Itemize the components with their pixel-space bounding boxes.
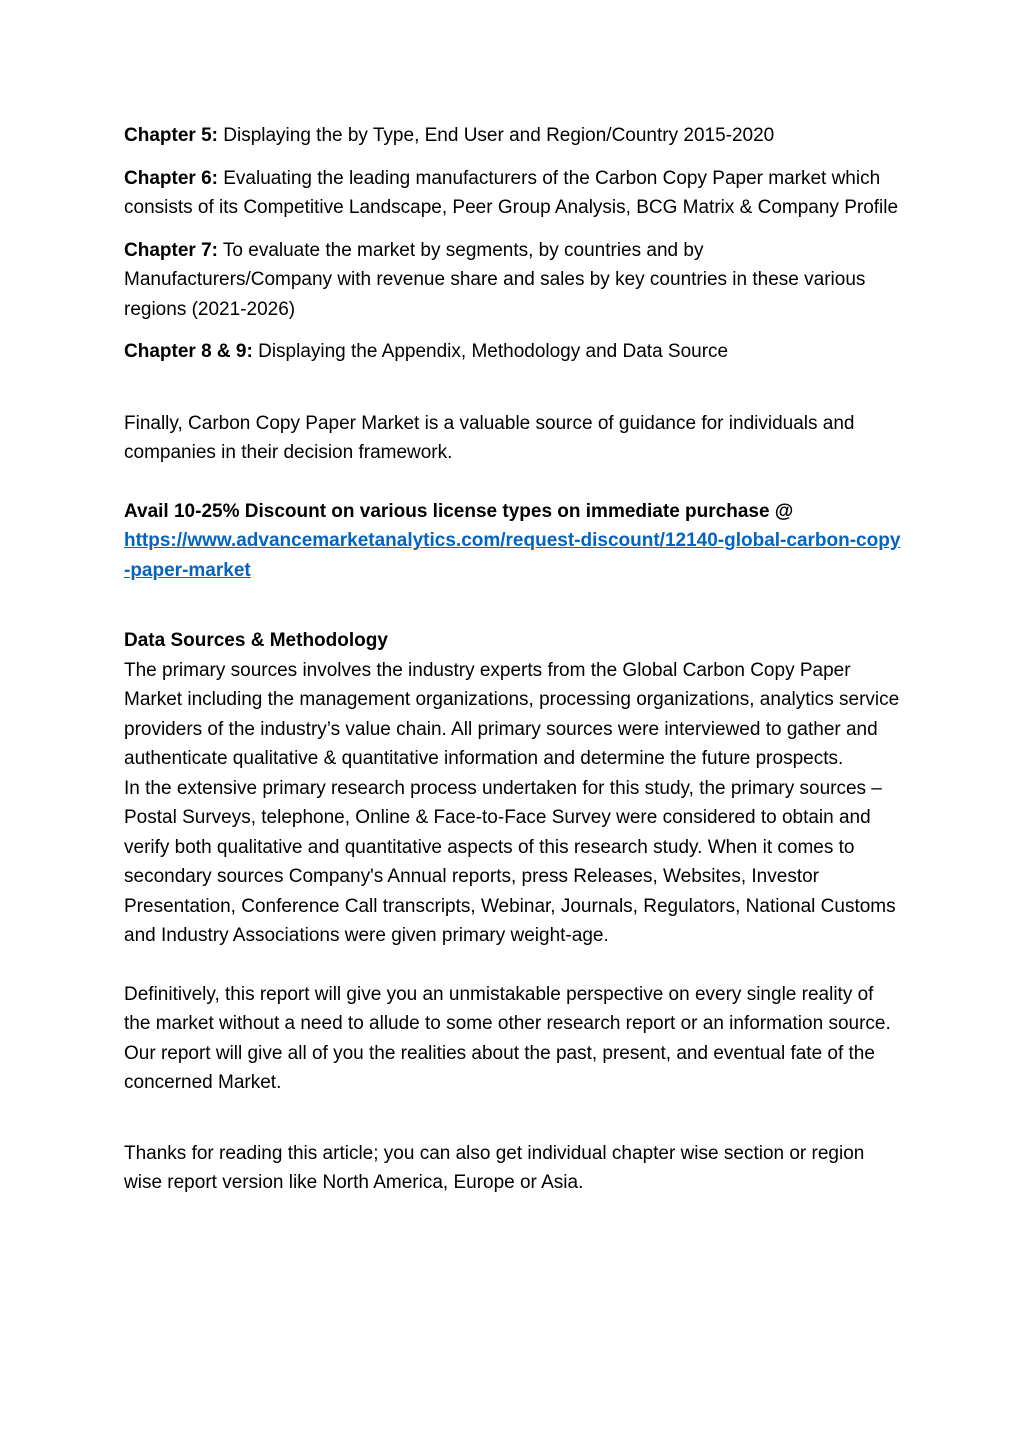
chapter-6-label: Chapter 6: (124, 167, 218, 189)
chapter-7-paragraph (124, 236, 904, 325)
chapter-6-text: Evaluating the leading manufacturers of the Carbon Copy Paper market which consists of its Competitive Landscape, Peer Group Analysis, BCG Matrix & Company Profile (124, 167, 899, 218)
spacer (124, 380, 904, 409)
thanks-paragraph: Thanks for reading this article; you can also get individual chapter wise section or region wise report version like North America, Europe or Asia. (124, 1142, 865, 1193)
chapter-7-label: Chapter 7: (124, 239, 218, 261)
spacer (124, 585, 904, 626)
chapter-5-paragraph (124, 121, 904, 151)
spacer (124, 1098, 904, 1139)
chapter-8-9-text: Displaying the Appendix, Methodology and Data Source (252, 341, 729, 362)
chapter-8-9-paragraph (124, 337, 904, 367)
discount-heading: Avail 10-25% Discount on various license types on immediate purchase @ (124, 500, 794, 522)
methodology-heading: Data Sources & Methodology (124, 630, 388, 651)
chapter-8-9-label: Chapter 8 & 9: (124, 341, 253, 362)
discount-link[interactable]: https://www.advancemarketanalytics.com/request-discount/12140-global-carbon-copy-paper-market (124, 530, 901, 581)
discount-paragraph (124, 497, 904, 586)
methodology-paragraph-1: The primary sources involves the industry experts from the Global Carbon Copy Paper Market including the management organizations, processing organizations, analytics service providers of the industry’s value chain. All primary sources were interviewed to gather and authenticate qualitative & quantitative information and determine the future prospects. (124, 659, 900, 769)
chapter-5-label: Chapter 5: (124, 125, 218, 146)
chapter-5-text: Displaying the by Type, End User and Region/Country 2015-2020 (217, 125, 775, 146)
chapter-6-paragraph (124, 164, 904, 223)
chapter-7-text: To evaluate the market by segments, by countries and by Manufacturers/Company with revenue share and sales by key countries in these various regions (2021-2026) (124, 239, 866, 320)
spacer (124, 951, 904, 980)
document-body (124, 121, 904, 1198)
methodology-paragraph-2: In the extensive primary research process undertaken for this study, the primary sources – Postal Surveys, telephone, Online & Face-to-Face Survey were considered to obtain and verify both qualitative and quantitative aspects of this research study. When it comes to secondary sources Company's Annual reports, press Releases, Websites, Investor Presentation, Conference Call transcripts, Webinar, Journals, Regulators, National Customs and Industry Associations were given primary weight-age. (124, 777, 896, 946)
definitively-paragraph: Definitively, this report will give you an unmistakable perspective on every single reality of the market without a need to allude to some other research report or an information source. Our report will give all of you the realities about the past, present, and eventual fate of the concerned Market. (124, 983, 891, 1093)
finally-paragraph: Finally, Carbon Copy Paper Market is a valuable source of guidance for individuals and companies in their decision framework. (124, 412, 855, 463)
spacer (124, 468, 904, 497)
